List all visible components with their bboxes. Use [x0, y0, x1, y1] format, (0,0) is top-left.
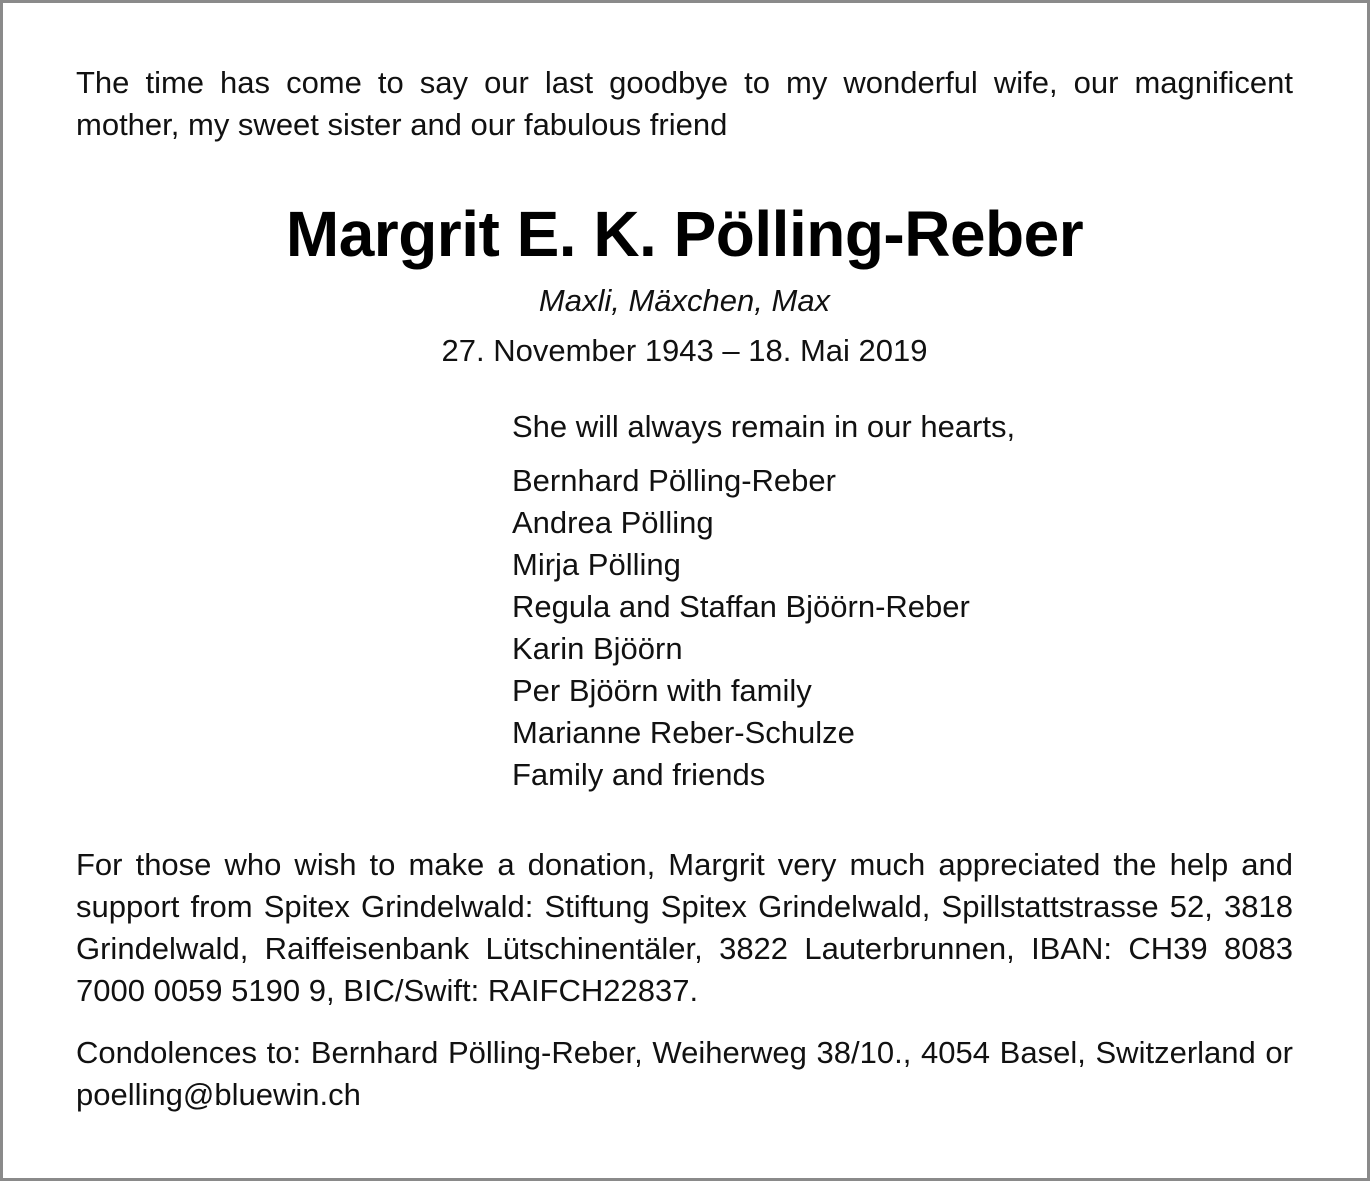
condolences-text: Condolences to: Bernhard Pölling-Reber, Weiherweg 38/10., 4054 Basel, Switzerland or poelling@bluewin.ch [76, 1035, 1293, 1112]
family-member: Regula and Staffan Bjöörn-Reber [512, 589, 970, 624]
family-member: Marianne Reber-Schulze [512, 715, 855, 750]
family-member: Bernhard Pölling-Reber [512, 463, 836, 498]
donation-text: For those who wish to make a donation, Margrit very much appreciated the help and support from Spitex Grindelwald: Stiftung Spitex Grindelwald, Spillstattstrasse 52, 3818 Grindelwald, Raiffeisenbank Lütschinentäler, 3822 Lauterbrunnen, IBAN: CH39 8083 7000 0059 5190 9, BIC/Swift: RAIFCH22837. [76, 847, 1293, 1008]
family-signature-block [512, 406, 1293, 796]
family-member: Karin Bjöörn [512, 631, 683, 666]
family-member: Andrea Pölling [512, 505, 714, 540]
family-member: Per Bjöörn with family [512, 673, 812, 708]
life-dates: 27. November 1943 – 18. Mai 2019 [441, 333, 928, 368]
nicknames: Maxli, Mäxchen, Max [538, 283, 831, 318]
family-member: Mirja Pölling [512, 547, 681, 582]
family-member: Family and friends [512, 757, 766, 792]
intro-text: The time has come to say our last goodbye to my wonderful wife, our magnificent mother, my sweet sister and our fabulous friend [76, 65, 1293, 142]
family-list [512, 460, 1293, 796]
deceased-name: Margrit E. K. Pölling-Reber [285, 198, 1084, 270]
closing-line: She will always remain in our hearts, [512, 409, 1016, 444]
